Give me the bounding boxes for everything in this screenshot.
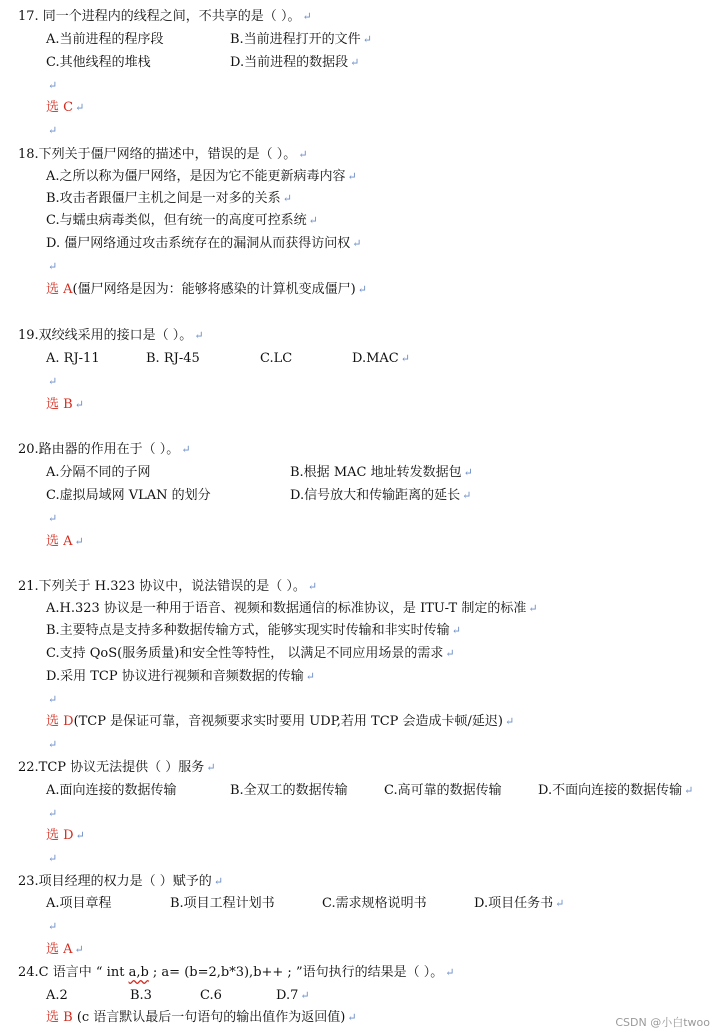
paragraph-mark-icon: ↵: [75, 101, 85, 114]
question-19-stem: 19.双绞线采用的接口是（ ）。 ↵: [18, 328, 204, 343]
option-d: D.MAC ↵: [352, 351, 410, 366]
option-d: D.信号放大和传输距离的延长 ↵: [290, 488, 472, 503]
question-17-stem: 17. 同一个进程内的线程之间，不共享的是（ ）。 ↵: [18, 9, 312, 24]
paragraph-mark-icon: ↵: [463, 466, 473, 479]
option-a: A.分隔不同的子网: [46, 465, 151, 480]
option-c: C.其他线程的堆栈: [46, 55, 151, 70]
paragraph-mark-icon: ↵: [347, 1011, 357, 1024]
paragraph-mark-icon: ↵: [48, 807, 58, 820]
option-b: B.项目工程计划书: [170, 896, 275, 911]
paragraph-mark-icon: ↵: [194, 329, 204, 342]
question-18-stem: 18.下列关于僵尸网络的描述中，错误的是（ ）。 ↵: [18, 147, 308, 162]
option-a: A.2: [46, 988, 68, 1003]
blank-line: [46, 691, 57, 709]
paragraph-mark-icon: ↵: [206, 761, 216, 774]
question-18-option-b: B.攻击者跟僵尸主机之间是一对多的关系 ↵: [46, 191, 292, 206]
paragraph-mark-icon: ↵: [48, 260, 58, 273]
option-b: B.全双工的数据传输: [230, 783, 348, 798]
option-d: D.7 ↵: [276, 988, 310, 1003]
paragraph-mark-icon: ↵: [298, 148, 308, 161]
option-b: B. RJ-45: [146, 351, 200, 366]
paragraph-mark-icon: ↵: [74, 943, 84, 956]
paragraph-mark-icon: ↵: [48, 920, 58, 933]
option-c: C.LC: [260, 351, 293, 366]
option-b: B.3: [130, 988, 152, 1003]
question-18-option-d: D. 僵尸网络通过攻击系统存在的漏洞从而获得访问权 ↵: [46, 236, 362, 251]
option-c: C.高可靠的数据传输: [384, 783, 502, 798]
paragraph-mark-icon: ↵: [48, 693, 58, 706]
option-c: C.虚拟局域网 VLAN 的划分: [46, 488, 211, 503]
question-21-option-b: B.主要特点是支持多种数据传输方式，能够实现实时传输和非实时传输 ↵: [46, 623, 461, 638]
question-21-answer: 选 D(TCP 是保证可靠，音视频要求实时要用 UDP,若用 TCP 会造成卡顿/延迟) ↵: [46, 714, 515, 729]
paragraph-mark-icon: ↵: [350, 56, 360, 69]
paragraph-mark-icon: ↵: [528, 602, 538, 615]
watermark: CSDN @小白twoo: [615, 1016, 710, 1029]
paragraph-mark-icon: ↵: [504, 715, 515, 728]
paragraph-mark-icon: ↵: [48, 512, 58, 525]
question-19-answer: 选 B ↵: [46, 397, 84, 412]
question-22-answer: 选 D ↵: [46, 828, 85, 843]
paragraph-mark-icon: ↵: [400, 352, 410, 365]
paragraph-mark-icon: ↵: [213, 875, 224, 888]
paragraph-mark-icon: ↵: [74, 398, 84, 411]
paragraph-mark-icon: ↵: [282, 192, 292, 205]
blank-line: [46, 805, 57, 823]
paragraph-mark-icon: ↵: [302, 10, 312, 23]
blank-line: [46, 918, 57, 936]
paragraph-mark-icon: ↵: [462, 489, 472, 502]
question-23-stem: 23.项目经理的权力是（ ）赋予的 ↵: [18, 874, 224, 889]
paragraph-mark-icon: ↵: [445, 647, 455, 660]
paragraph-mark-icon: ↵: [684, 784, 694, 797]
question-21-option-a: A.H.323 协议是一种用于语音、视频和数据通信的标准协议，是 ITU-T 制定的标准 ↵: [46, 601, 538, 616]
question-24-answer: 选 B (c 语言默认最后一句语句的输出值作为返回值) ↵: [46, 1010, 357, 1025]
paragraph-mark-icon: ↵: [48, 375, 58, 388]
option-a: A.面向连接的数据传输: [46, 783, 177, 798]
paragraph-mark-icon: ↵: [305, 670, 315, 683]
option-b: B.根据 MAC 地址转发数据包 ↵: [290, 465, 473, 480]
paragraph-mark-icon: ↵: [300, 989, 310, 1002]
option-c: C.6: [200, 988, 222, 1003]
option-a: A.项目章程: [46, 896, 112, 911]
question-17-answer: 选 C ↵: [46, 100, 85, 115]
blank-line: [46, 510, 57, 528]
paragraph-mark-icon: ↵: [445, 966, 455, 979]
question-20-answer: 选 A ↵: [46, 534, 84, 549]
option-d: D.不面向连接的数据传输 ↵: [538, 783, 694, 798]
question-18-option-c: C.与蠕虫病毒类似，但有统一的高度可控系统 ↵: [46, 213, 318, 228]
paragraph-mark-icon: ↵: [451, 624, 461, 637]
option-b: B.当前进程打开的文件 ↵: [230, 32, 372, 47]
spelling-error-underline: a,b: [128, 965, 149, 980]
option-d: D.当前进程的数据段 ↵: [230, 55, 360, 70]
question-20-stem: 20.路由器的作用在于（ ）。 ↵: [18, 442, 191, 457]
option-a: A.当前进程的程序段: [46, 32, 164, 47]
blank-line: [46, 850, 57, 868]
paragraph-mark-icon: ↵: [347, 170, 357, 183]
paragraph-mark-icon: ↵: [357, 283, 367, 296]
question-22-stem: 22.TCP 协议无法提供（ ）服务 ↵: [18, 760, 216, 775]
paragraph-mark-icon: ↵: [75, 829, 85, 842]
blank-line: [46, 258, 57, 276]
question-24-stem: 24.C 语言中 “ int a,b ; a= (b=2,b*3),b++ ; ”语句执行的结果是（ ）。 ↵: [18, 965, 455, 980]
question-21-option-c: C.支持 QoS(服务质量)和安全性等特性， 以满足不同应用场景的需求 ↵: [46, 646, 455, 661]
question-23-answer: 选 A ↵: [46, 942, 84, 957]
paragraph-mark-icon: ↵: [555, 897, 565, 910]
paragraph-mark-icon: ↵: [308, 214, 318, 227]
paragraph-mark-icon: ↵: [307, 580, 318, 593]
option-c: C.需求规格说明书: [322, 896, 427, 911]
option-a: A. RJ-11: [46, 351, 100, 366]
question-21-option-d: D.采用 TCP 协议进行视频和音频数据的传输 ↵: [46, 669, 315, 684]
blank-line: [46, 122, 57, 140]
question-18-answer: 选 A(僵尸网络是因为：能够将感染的计算机变成僵尸) ↵: [46, 282, 367, 297]
paragraph-mark-icon: ↵: [352, 237, 362, 250]
option-d: D.项目任务书 ↵: [474, 896, 565, 911]
paragraph-mark-icon: ↵: [181, 443, 191, 456]
paragraph-mark-icon: ↵: [48, 79, 58, 92]
question-18-option-a: A.之所以称为僵尸网络，是因为它不能更新病毒内容 ↵: [46, 169, 357, 184]
paragraph-mark-icon: ↵: [74, 535, 84, 548]
question-21-stem: 21.下列关于 H.323 协议中，说法错误的是（ ）。 ↵: [18, 579, 318, 594]
paragraph-mark-icon: ↵: [48, 852, 58, 865]
paragraph-mark-icon: ↵: [362, 33, 372, 46]
blank-line: [46, 373, 57, 391]
paragraph-mark-icon: ↵: [48, 124, 58, 137]
paragraph-mark-icon: ↵: [48, 738, 58, 751]
blank-line: [46, 736, 57, 754]
blank-line: [46, 77, 57, 95]
